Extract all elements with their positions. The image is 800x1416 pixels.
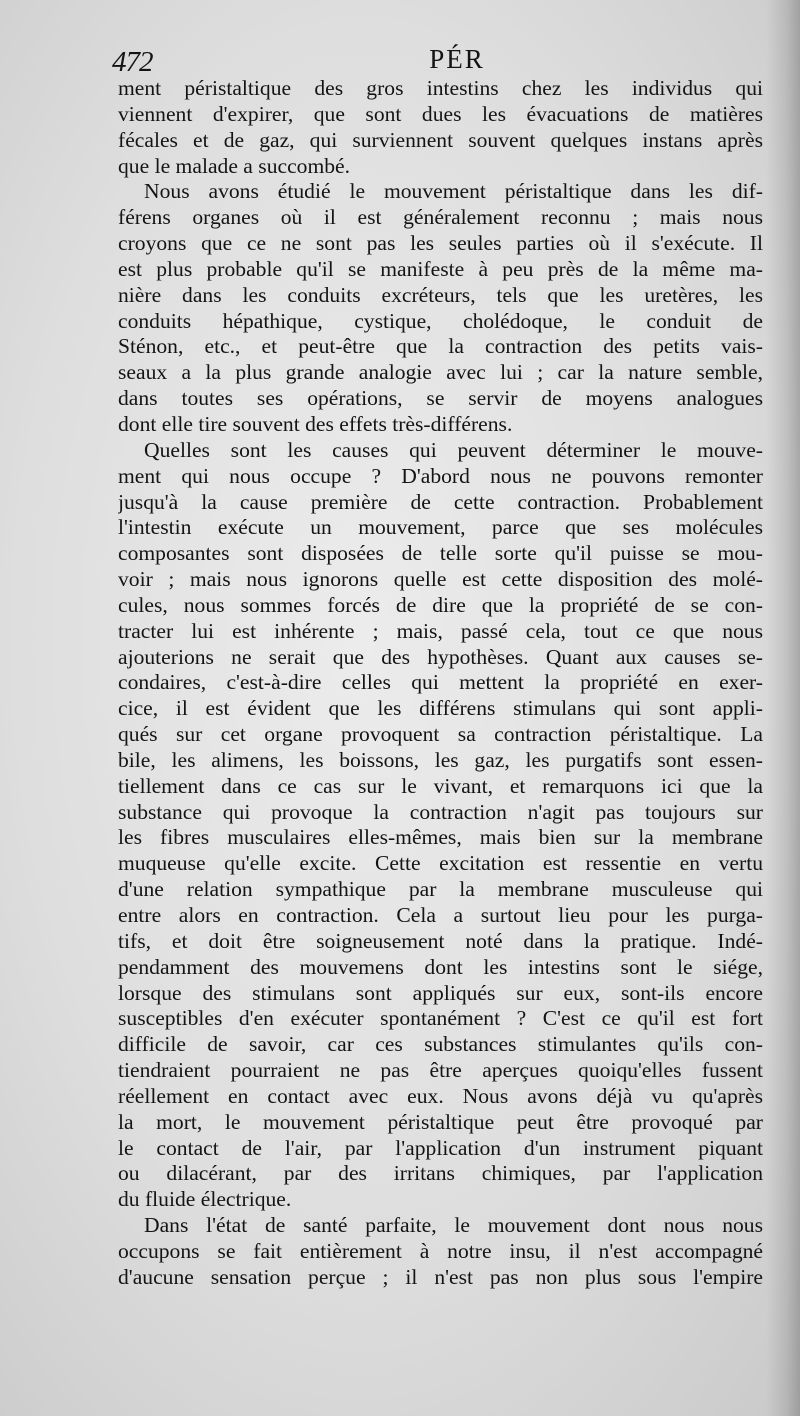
- text-line: tiendraient pourraient ne pas être aperçues quoiqu'elles fussent: [118, 1058, 763, 1083]
- text-line: dans toutes ses opérations, se servir de moyens analogues: [118, 386, 763, 411]
- text-line: qués sur cet organe provoquent sa contraction péristaltique. La: [118, 722, 763, 747]
- text-line: lorsque des stimulans sont appliqués sur eux, sont-ils encore: [118, 980, 763, 1005]
- text-line: ment qui nous occupe ? D'abord nous ne pouvons remonter: [118, 463, 763, 488]
- text-line: viennent d'expirer, que sont dues les évacuations de matières: [118, 101, 763, 126]
- text-line: condaires, c'est-à-dire celles qui mettent la propriété en exer-: [118, 670, 763, 695]
- page-gutter-shadow: [766, 0, 800, 1416]
- text-line: les fibres musculaires elles-mêmes, mais bien sur la membrane: [118, 825, 763, 850]
- text-line: du fluide électrique.: [118, 1187, 292, 1212]
- text-line: ment péristaltique des gros intestins chez les individus qui: [118, 76, 763, 100]
- text-line: tracter lui est inhérente ; mais, passé cela, tout ce que nous: [118, 618, 763, 643]
- text-line: entre alors en contraction. Cela a surtout lieu pour les purga-: [118, 903, 763, 927]
- running-head: PÉR: [429, 44, 485, 74]
- text-line: composantes sont disposées de telle sorte qu'il puisse se mou-: [118, 541, 763, 566]
- text-line: réellement en contact avec eux. Nous avons déjà vu qu'après: [118, 1083, 763, 1108]
- text-line: substance qui provoque la contraction n'agit pas toujours sur: [118, 799, 763, 824]
- text-line: tifs, et doit être soigneusement noté dans la pratique. Indé-: [118, 928, 763, 953]
- body-text: [118, 76, 763, 1291]
- text-line: ajouterions ne serait que des hypothèses. Quant aux causes se-: [118, 644, 763, 669]
- text-line: susceptibles d'en exécuter spontanément ? C'est ce qu'il est fort: [118, 1006, 763, 1031]
- text-line: fécales et de gaz, qui surviennent souvent quelques instans après: [118, 127, 763, 152]
- text-line: dont elle tire souvent des effets très-différens.: [118, 411, 513, 436]
- text-line: est plus probable qu'il se manifeste à peu près de la même ma-: [118, 256, 763, 281]
- text-line: Sténon, etc., et peut-être que la contraction des petits vais-: [118, 334, 763, 359]
- text-line: le contact de l'air, par l'application d'un instrument piquant: [118, 1135, 763, 1160]
- text-line: conduits hépathique, cystique, cholédoque, le conduit de: [118, 308, 763, 333]
- text-line: difficile de savoir, car ces substances stimulantes qu'ils con-: [118, 1032, 763, 1057]
- text-line: cice, il est évident que les différens stimulans qui sont appli-: [118, 696, 763, 721]
- text-line: bile, les alimens, les boissons, les gaz, les purgatifs sont essen-: [118, 747, 763, 772]
- page-number: 472: [112, 46, 153, 78]
- text-line: pendamment des mouvemens dont les intestins sont le siége,: [118, 954, 763, 979]
- text-line: cules, nous sommes forcés de dire que la propriété de se con-: [118, 592, 763, 617]
- text-line: muqueuse qu'elle excite. Cette excitation est ressentie en vertu: [118, 851, 763, 876]
- text-line: Dans l'état de santé parfaite, le mouvement dont nous nous: [144, 1213, 763, 1238]
- text-line: ou dilacérant, par des irritans chimiques, par l'application: [118, 1161, 763, 1186]
- text-line: d'aucune sensation perçue ; il n'est pas non plus sous l'empire: [118, 1264, 763, 1289]
- text-line: d'une relation sympathique par la membrane musculeuse qui: [118, 877, 763, 902]
- text-line: que le malade a succombé.: [118, 153, 351, 178]
- text-line: croyons que ce ne sont pas les seules parties où il s'exécute. Il: [118, 231, 763, 256]
- text-line: la mort, le mouvement péristaltique peut être provoqué par: [118, 1109, 763, 1134]
- text-line: Quelles sont les causes qui peuvent déterminer le mouve-: [144, 437, 763, 462]
- text-line: occupons se fait entièrement à notre insu, il n'est accompagné: [118, 1238, 763, 1263]
- text-line: férens organes où il est généralement reconnu ; mais nous: [118, 205, 763, 230]
- text-line: seaux a la plus grande analogie avec lui ; car la nature semble,: [118, 360, 763, 385]
- text-line: nière dans les conduits excréteurs, tels que les uretères, les: [118, 282, 763, 307]
- text-line: tiellement dans ce cas sur le vivant, et remarquons ici que la: [118, 773, 763, 798]
- text-line: l'intestin exécute un mouvement, parce que ses molécules: [118, 515, 763, 540]
- text-line: voir ; mais nous ignorons quelle est cette disposition des molé-: [118, 567, 763, 592]
- text-line: Nous avons étudié le mouvement péristaltique dans les dif-: [144, 179, 763, 204]
- text-line: jusqu'à la cause première de cette contraction. Probablement: [118, 489, 763, 514]
